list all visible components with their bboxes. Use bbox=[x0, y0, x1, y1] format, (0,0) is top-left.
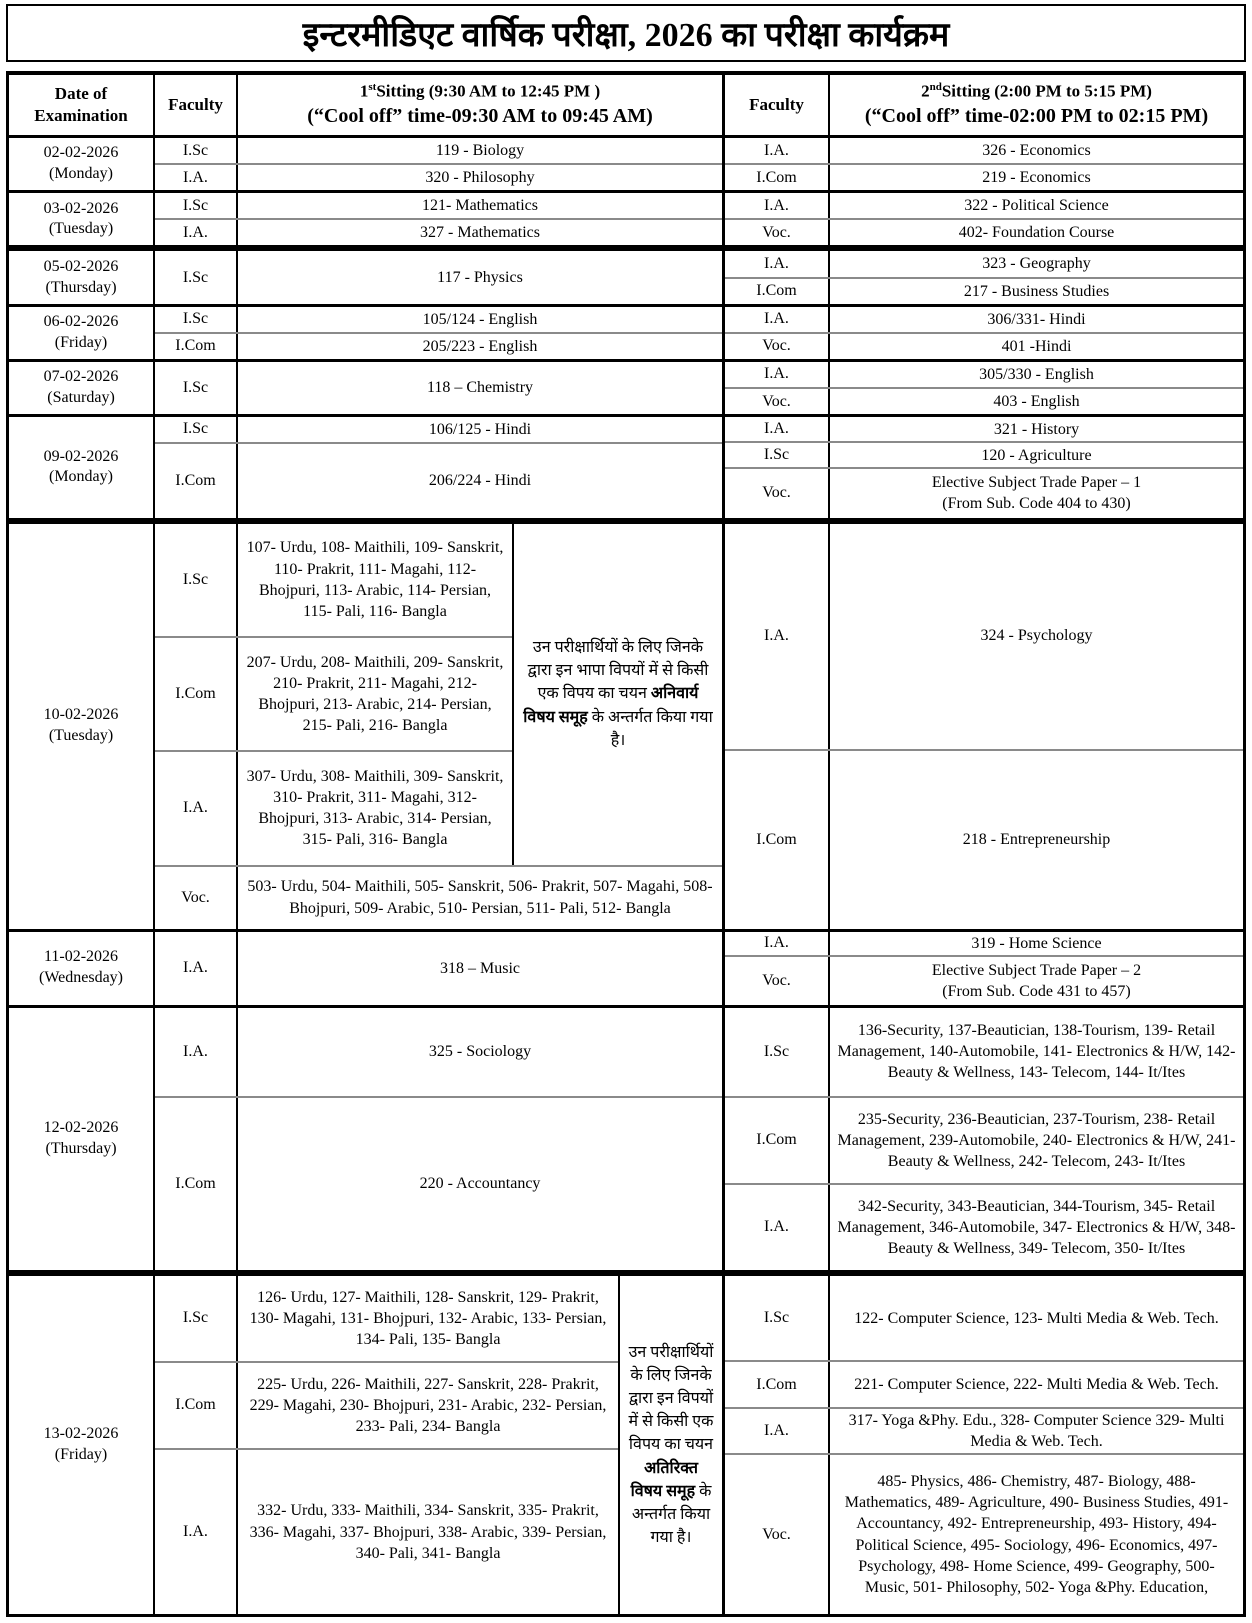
table-row bbox=[9, 1270, 1243, 1614]
faculty-cell: I.A. bbox=[155, 932, 238, 1005]
table-row bbox=[9, 414, 1243, 517]
header-date-of-examination: Date of Examination bbox=[9, 75, 155, 135]
header-faculty-left: Faculty bbox=[155, 75, 238, 135]
faculty-cell: Voc. bbox=[155, 867, 238, 929]
table-row bbox=[9, 359, 1243, 414]
subject-cell: 307- Urdu, 308- Maithili, 309- Sanskrit, 310- Prakrit, 311- Magahi, 312- Bhojpuri, 313- Arabic, 314- Persian, 315- Pali, 316- Bangla bbox=[246, 768, 504, 849]
subject-cell: 221- Computer Science, 222- Multi Media & Web. Tech. bbox=[854, 1376, 1219, 1394]
faculty-cell: I.A. bbox=[725, 362, 830, 387]
subject-cell: Elective Subject Trade Paper – 2 (From Sub. Code 431 to 457) bbox=[931, 961, 1142, 1001]
subject-cell: 220 - Accountancy bbox=[419, 1175, 541, 1193]
subject-cell: 106/125 - Hindi bbox=[428, 420, 532, 438]
subject-cell: 306/331- Hindi bbox=[987, 310, 1086, 328]
faculty-cell: I.Sc bbox=[155, 362, 238, 414]
subject-cell: 121- Mathematics bbox=[422, 197, 538, 215]
faculty-cell: Voc. bbox=[725, 389, 830, 414]
faculty-cell: I.Com bbox=[155, 1363, 238, 1448]
faculty-cell: I.Sc bbox=[155, 417, 238, 442]
faculty-cell: I.Sc bbox=[725, 1276, 830, 1361]
schedule-table bbox=[6, 71, 1246, 1617]
sitting1-cooloff: (“Cool off” time-09:30 AM to 09:45 AM) bbox=[307, 105, 653, 128]
faculty-cell: I.A. bbox=[725, 1409, 830, 1453]
faculty-cell: I.Sc bbox=[155, 1276, 238, 1361]
header-faculty-right: Faculty bbox=[725, 75, 830, 135]
table-row bbox=[9, 929, 1243, 1005]
faculty-cell: I.A. bbox=[725, 193, 830, 218]
faculty-cell: Voc. bbox=[725, 334, 830, 359]
faculty-cell: I.Com bbox=[725, 1098, 830, 1183]
date-cell: 11-02-2026 (Wednesday) bbox=[9, 932, 155, 1005]
subject-cell: 342-Security, 343-Beautician, 344-Tourism, 345- Retail Management, 346-Automobile, 347- Electronics & H/W, 348-Beauty & Wellness, 349- Telecom, 350- It/Ites bbox=[837, 1197, 1236, 1257]
subject-cell: 322 - Political Science bbox=[964, 197, 1109, 215]
subject-cell: 126- Urdu, 127- Maithili, 128- Sanskrit, 129- Prakrit, 130- Magahi, 131- Bhojpuri, 132- Arabic, 133- Persian, 134- Pali, 135- Bangla bbox=[249, 1288, 607, 1348]
subject-cell: 325 - Sociology bbox=[428, 1043, 532, 1061]
subject-cell: 403 - English bbox=[993, 392, 1080, 410]
note-cell: उन परीक्षार्थियों के लिए जिनके द्वारा इन विपयों में से किसी एक विपय का चयन अतिरिक्त विषय समूह के अन्तर्गत किया गया है। bbox=[618, 1276, 722, 1614]
faculty-cell: I.A. bbox=[725, 1185, 830, 1270]
faculty-cell: I.A. bbox=[725, 417, 830, 441]
subject-cell: 318 – Music bbox=[440, 959, 520, 977]
subject-cell: 327 - Mathematics bbox=[420, 224, 540, 242]
faculty-cell: I.Sc bbox=[155, 524, 238, 636]
subject-cell: 119 - Biology bbox=[435, 142, 525, 159]
subject-cell: 485- Physics, 486- Chemistry, 487- Biology, 488- Mathematics, 489- Agriculture, 490- Business Studies, 491- Accountancy, 492- Entrepreneurship, 493- History, 494- Political Science, 495- Sociology, 496- Economics, 497- Psychology, 498- Home Science, 499- Geography, 500- Music, 501- Philosophy, 502- Yoga &Phy. Education, bbox=[844, 1473, 1229, 1596]
faculty-cell: I.A. bbox=[155, 1008, 238, 1096]
subject-cell: 225- Urdu, 226- Maithili, 227- Sanskrit, 228- Prakrit, 229- Magahi, 230- Bhojpuri, 231- Arabic, 232- Persian, 233- Pali, 234- Bangla bbox=[249, 1375, 607, 1436]
faculty-cell: I.Com bbox=[155, 334, 238, 359]
faculty-cell: I.Com bbox=[725, 751, 830, 929]
date-cell: 02-02-2026 (Monday) bbox=[9, 138, 155, 190]
subject-cell: 219 - Economics bbox=[982, 169, 1091, 187]
faculty-cell: I.Sc bbox=[725, 443, 830, 467]
date-cell: 13-02-2026 (Friday) bbox=[9, 1276, 155, 1614]
subject-cell: 305/330 - English bbox=[979, 365, 1094, 383]
subject-cell: 205/223 - English bbox=[422, 337, 538, 355]
subject-cell: 117 - Physics bbox=[437, 268, 523, 286]
faculty-cell: I.A. bbox=[155, 165, 238, 190]
faculty-cell: Voc. bbox=[725, 1455, 830, 1614]
faculty-cell: I.Com bbox=[155, 638, 238, 750]
subject-cell: 206/224 - Hindi bbox=[428, 472, 532, 490]
faculty-cell: I.Com bbox=[725, 165, 830, 190]
date-cell: 12-02-2026 (Thursday) bbox=[9, 1008, 155, 1270]
faculty-cell: I.Com bbox=[725, 1362, 830, 1406]
faculty-cell: Voc. bbox=[725, 469, 830, 517]
subject-cell: 321 - History bbox=[993, 420, 1080, 438]
subject-cell: 207- Urdu, 208- Maithili, 209- Sanskrit, 210- Prakrit, 211- Magahi, 212- Bhojpuri, 213- Arabic, 214- Persian, 215- Pali, 216- Bangla bbox=[246, 653, 504, 735]
subject-cell: 120 - Agriculture bbox=[981, 446, 1092, 464]
subject-cell: 217 - Business Studies bbox=[963, 282, 1110, 300]
subject-cell: 332- Urdu, 333- Maithili, 334- Sanskrit, 335- Prakrit, 336- Magahi, 337- Bhojpuri, 338- Arabic, 339- Persian, 340- Pali, 341- Bangla bbox=[249, 1502, 607, 1562]
subject-cell: 323 - Geography bbox=[982, 255, 1091, 273]
subject-cell: 324 - Psychology bbox=[980, 627, 1093, 645]
subject-cell: 136-Security, 137-Beautician, 138-Tourism, 139- Retail Management, 140-Automobile, 141- Electronics & H/W, 142-Beauty & Wellness, 143- Telecom, 144- It/Ites bbox=[837, 1022, 1236, 1082]
subject-cell: 105/124 - English bbox=[422, 310, 538, 328]
subject-cell: 235-Security, 236-Beautician, 237-Tourism, 238- Retail Management, 239-Automobile, 240- Electronics & H/W, 241-Beauty & Wellness, 242- Telecom, 243- It/Ites bbox=[837, 1110, 1236, 1170]
faculty-cell: I.Sc bbox=[155, 193, 238, 218]
table-row bbox=[9, 518, 1243, 929]
language-rows-with-note bbox=[155, 1276, 722, 1614]
subject-cell: 118 – Chemistry bbox=[426, 379, 534, 397]
faculty-cell: I.A. bbox=[725, 932, 830, 956]
subject-cell: 122- Computer Science, 123- Multi Media & Web. Tech. bbox=[854, 1309, 1219, 1327]
header-sitting-1 bbox=[238, 75, 722, 135]
subject-cell: 320 - Philosophy bbox=[425, 169, 535, 187]
faculty-cell: I.A. bbox=[725, 524, 830, 749]
subject-cell: 326 - Economics bbox=[982, 142, 1091, 159]
table-row bbox=[9, 245, 1243, 303]
faculty-cell: I.A. bbox=[725, 307, 830, 332]
page-title: इन्टरमीडिएट वार्षिक परीक्षा, 2026 का परीक्षा कार्यक्रम bbox=[6, 4, 1246, 62]
table-row bbox=[9, 135, 1243, 190]
faculty-cell: I.Sc bbox=[725, 1008, 830, 1096]
note-cell: उन परीक्षार्थियों के लिए जिनके द्वारा इन भापा विपयों में से किसी एक विपय का चयन अनिवार्य विषय समूह के अन्तर्गत किया गया है। bbox=[512, 524, 722, 865]
header-sitting-2 bbox=[830, 75, 1243, 135]
subject-cell: 317- Yoga &Phy. Edu., 328- Computer Science 329- Multi Media & Web. Tech. bbox=[848, 1411, 1225, 1450]
faculty-cell: I.Sc bbox=[155, 138, 238, 163]
faculty-cell: I.Sc bbox=[155, 251, 238, 303]
faculty-cell: Voc. bbox=[725, 957, 830, 1005]
subject-cell: 319 - Home Science bbox=[971, 934, 1102, 952]
faculty-cell: I.A. bbox=[725, 138, 830, 163]
faculty-cell: I.A. bbox=[155, 220, 238, 245]
faculty-cell: I.A. bbox=[155, 752, 238, 864]
faculty-cell: I.A. bbox=[155, 1450, 238, 1614]
subject-cell: 401 -Hindi bbox=[1001, 337, 1072, 355]
table-header-row bbox=[9, 75, 1243, 135]
subject-cell: 503- Urdu, 504- Maithili, 505- Sanskrit, 506- Prakrit, 507- Magahi, 508- Bhojpuri, 509- Arabic, 510- Persian, 511- Pali, 512- Bangla bbox=[247, 878, 713, 917]
sitting1-time: 1stSitting (9:30 AM to 12:45 PM ) bbox=[359, 81, 601, 101]
language-rows-with-note bbox=[155, 524, 722, 865]
subject-cell: 107- Urdu, 108- Maithili, 109- Sanskrit, 110- Prakrit, 111- Magahi, 112- Bhojpuri, 113- Arabic, 114- Persian, 115- Pali, 116- Bangla bbox=[246, 539, 504, 620]
table-row bbox=[9, 1005, 1243, 1270]
subject-cell: Elective Subject Trade Paper – 1 (From Sub. Code 404 to 430) bbox=[931, 474, 1142, 513]
sitting2-time: 2ndSitting (2:00 PM to 5:15 PM) bbox=[921, 81, 1152, 101]
faculty-cell: I.Com bbox=[155, 444, 238, 518]
faculty-cell: Voc. bbox=[725, 220, 830, 245]
faculty-cell: I.Com bbox=[725, 279, 830, 304]
date-cell: 10-02-2026 (Tuesday) bbox=[9, 524, 155, 929]
subject-cell: 218 - Entrepreneurship bbox=[962, 830, 1111, 848]
table-row bbox=[9, 190, 1243, 245]
date-cell: 07-02-2026 (Saturday) bbox=[9, 362, 155, 414]
faculty-cell: I.Sc bbox=[155, 307, 238, 332]
date-cell: 06-02-2026 (Friday) bbox=[9, 307, 155, 359]
faculty-cell: I.A. bbox=[725, 251, 830, 276]
date-cell: 03-02-2026 (Tuesday) bbox=[9, 193, 155, 245]
date-cell: 05-02-2026 (Thursday) bbox=[9, 251, 155, 303]
table-row bbox=[9, 304, 1243, 359]
date-cell: 09-02-2026 (Monday) bbox=[9, 417, 155, 517]
faculty-cell: I.Com bbox=[155, 1098, 238, 1270]
subject-cell: 402- Foundation Course bbox=[958, 224, 1115, 242]
sitting2-cooloff: (“Cool off” time-02:00 PM to 02:15 PM) bbox=[864, 105, 1209, 128]
